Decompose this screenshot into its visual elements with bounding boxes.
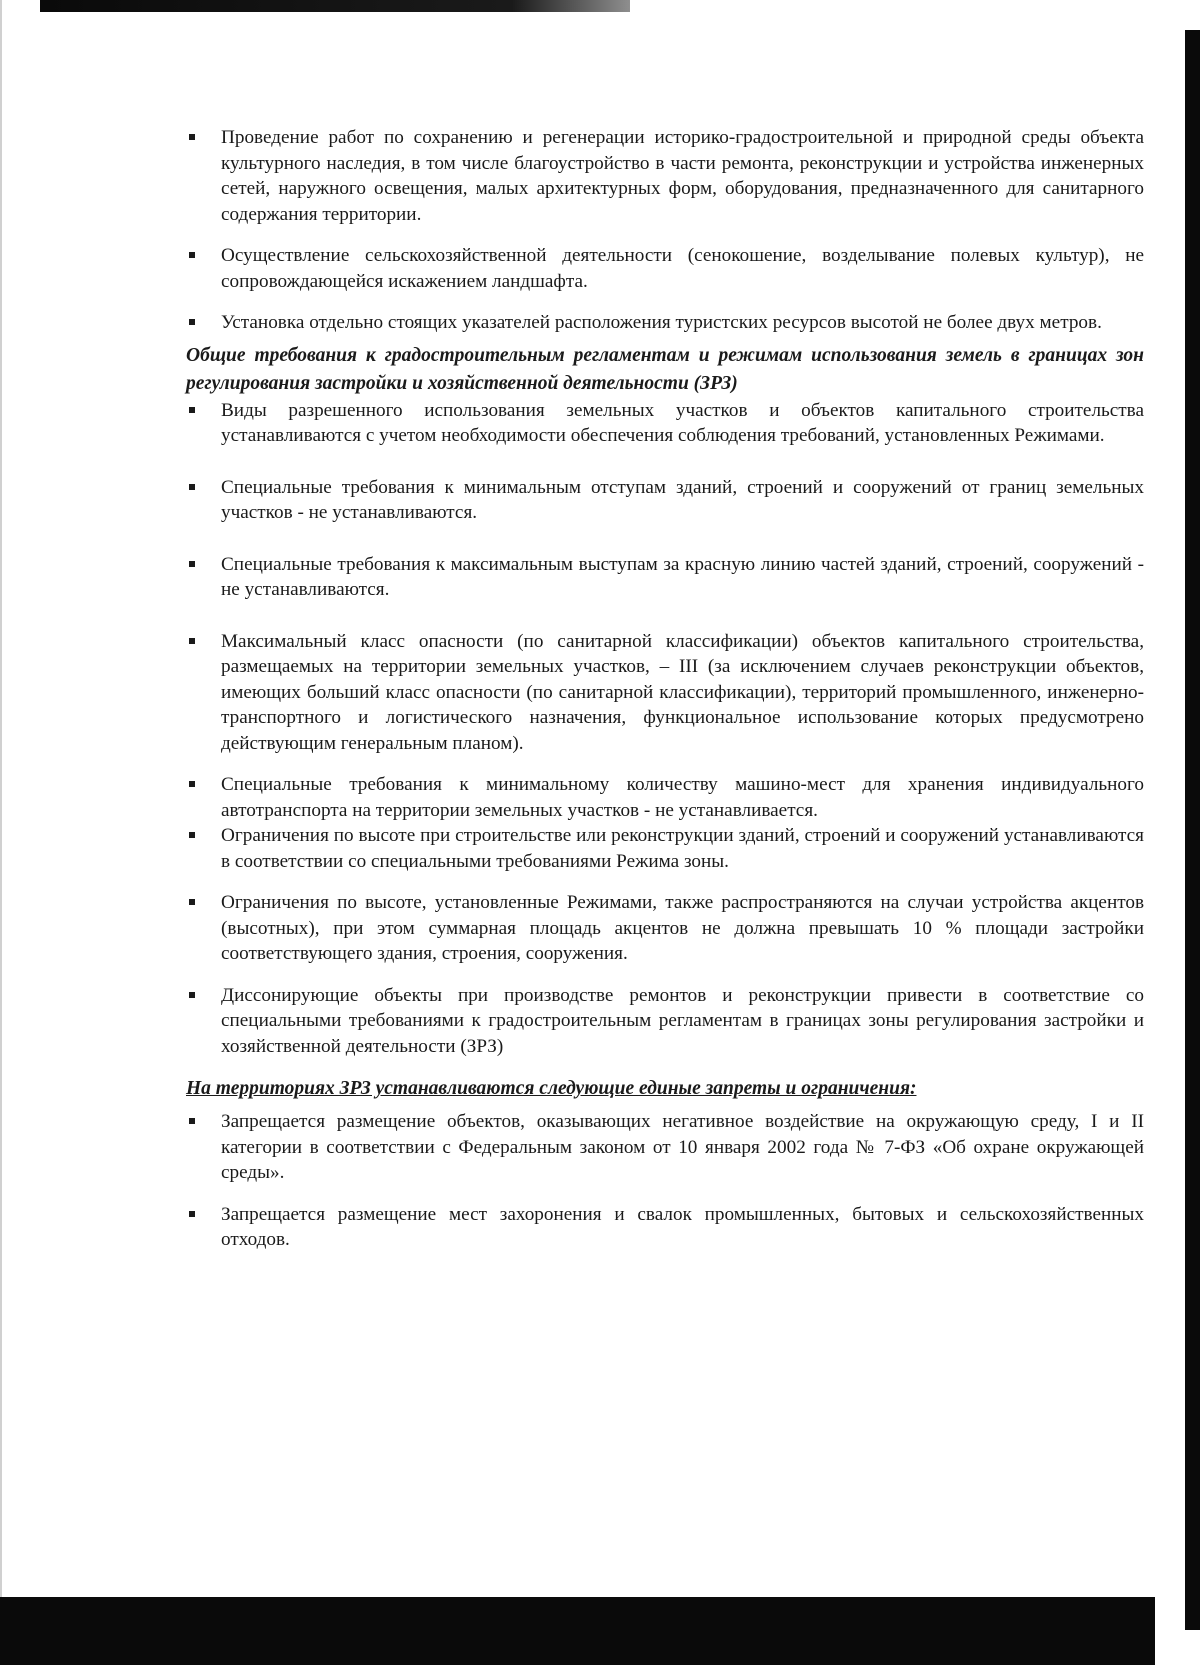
section-heading-general-requirements: Общие требования к градостроительным регламентам и режимам использования земель в границах зон регулирования застройки и хозяйственной деятельности (ЗРЗ) xyxy=(186,344,1144,394)
list-item xyxy=(186,823,1144,874)
bullet-icon xyxy=(189,1211,195,1217)
list-item xyxy=(186,983,1144,1060)
section-heading-prohibitions: На территориях ЗРЗ устанавливаются следующие единые запреты и ограничения: xyxy=(186,1078,917,1099)
list-item xyxy=(186,475,1144,526)
scan-edge-right xyxy=(1185,30,1200,1630)
bullet-icon xyxy=(189,992,195,998)
list-item-text: Специальные требования к минимальным отступам зданий, строений и сооружений от границ земельных участков - не устанавливаются. xyxy=(221,476,1144,523)
list-item-text: Осуществление сельскохозяйственной деятельности (сенокошение, возделывание полевых культур), не сопровождающейся искажением ландшафта. xyxy=(221,245,1144,292)
list-item xyxy=(186,1109,1144,1186)
list-item-text: Ограничения по высоте, установленные Режимами, также распространяются на случаи устройства акцентов (высотных), при этом суммарная площадь акцентов не должна превышать 10 % площади застройки соответствующего здания, строения, сооружения. xyxy=(221,892,1144,964)
list-item xyxy=(186,552,1144,603)
scan-edge-bottom xyxy=(0,1597,1155,1665)
bullet-icon xyxy=(189,252,195,258)
list-item xyxy=(186,772,1144,823)
list-item xyxy=(186,243,1144,294)
bullet-icon xyxy=(189,832,195,838)
list-item-text: Диссонирующие объекты при производстве ремонтов и реконструкции привести в соответствие со специальными требованиями к градостроительным регламентам в границах зоны регулирования застройки и хозяйственной деятельности (ЗРЗ) xyxy=(221,984,1144,1057)
list-item-text: Специальные требования к максимальным выступам за красную линию частей зданий, строений, сооружений - не устанавливаются. xyxy=(221,553,1144,600)
bullet-icon xyxy=(189,134,195,140)
scan-edge-left xyxy=(0,0,2,1665)
bullet-icon xyxy=(189,781,195,787)
bullet-icon xyxy=(189,1118,195,1124)
bullet-icon xyxy=(189,319,195,325)
bullet-icon xyxy=(189,899,195,905)
list-item xyxy=(186,125,1144,227)
list-item xyxy=(186,398,1144,449)
list-item xyxy=(186,629,1144,757)
list-item xyxy=(186,890,1144,967)
list-item-text: Запрещается размещение мест захоронения и свалок промышленных, бытовых и сельскохозяйственных отходов. xyxy=(221,1203,1144,1250)
scan-edge-top xyxy=(40,0,630,12)
list-item-text: Виды разрешенного использования земельных участков и объектов капитального строительства устанавливаются с учетом необходимости обеспечения соблюдения требований, установленных Режимами. xyxy=(221,399,1144,446)
list-item xyxy=(186,1202,1144,1253)
list-item xyxy=(186,310,1144,336)
list-item-text: Максимальный класс опасности (по санитарной классификации) объектов капитального строительства, размещаемых на территории земельных участков, – III (за исключением случаев реконструкции объектов, имеющих больший класс опасности (по санитарной классификации), территорий промышленного, инженерно-транспортного и логистического назначения, функциональное использование которых предусмотрено действующим генеральным планом). xyxy=(221,630,1144,754)
bullet-icon xyxy=(189,484,195,490)
bullet-icon xyxy=(189,638,195,644)
list-item-text: Специальные требования к минимальному количеству машино-мест для хранения индивидуального автотранспорта на территории земельных участков - не устанавливается. xyxy=(221,774,1144,821)
list-item-text: Запрещается размещение объектов, оказывающих негативное воздействие на окружающую среду, I и II категории в соответствии с Федеральным законом от 10 января 2002 года № 7-ФЗ «Об охране окружающей среды». xyxy=(221,1111,1144,1183)
bullet-icon xyxy=(189,561,195,567)
document-body xyxy=(186,125,1144,1253)
bullet-icon xyxy=(189,407,195,413)
list-item-text: Ограничения по высоте при строительстве или реконструкции зданий, строений и сооружений устанавливаются в соответствии со специальными требованиями Режима зоны. xyxy=(221,825,1144,872)
list-item-text: Проведение работ по сохранению и регенерации историко-градостроительной и природной среды объекта культурного наследия, в том числе благоустройство в части ремонта, реконструкции и устройства инженерных сетей, наружного освещения, малых архитектурных форм, оборудования, предназначенного для санитарного содержания территории. xyxy=(221,127,1144,225)
list-item-text: Установка отдельно стоящих указателей расположения туристских ресурсов высотой не более двух метров. xyxy=(221,312,1102,333)
